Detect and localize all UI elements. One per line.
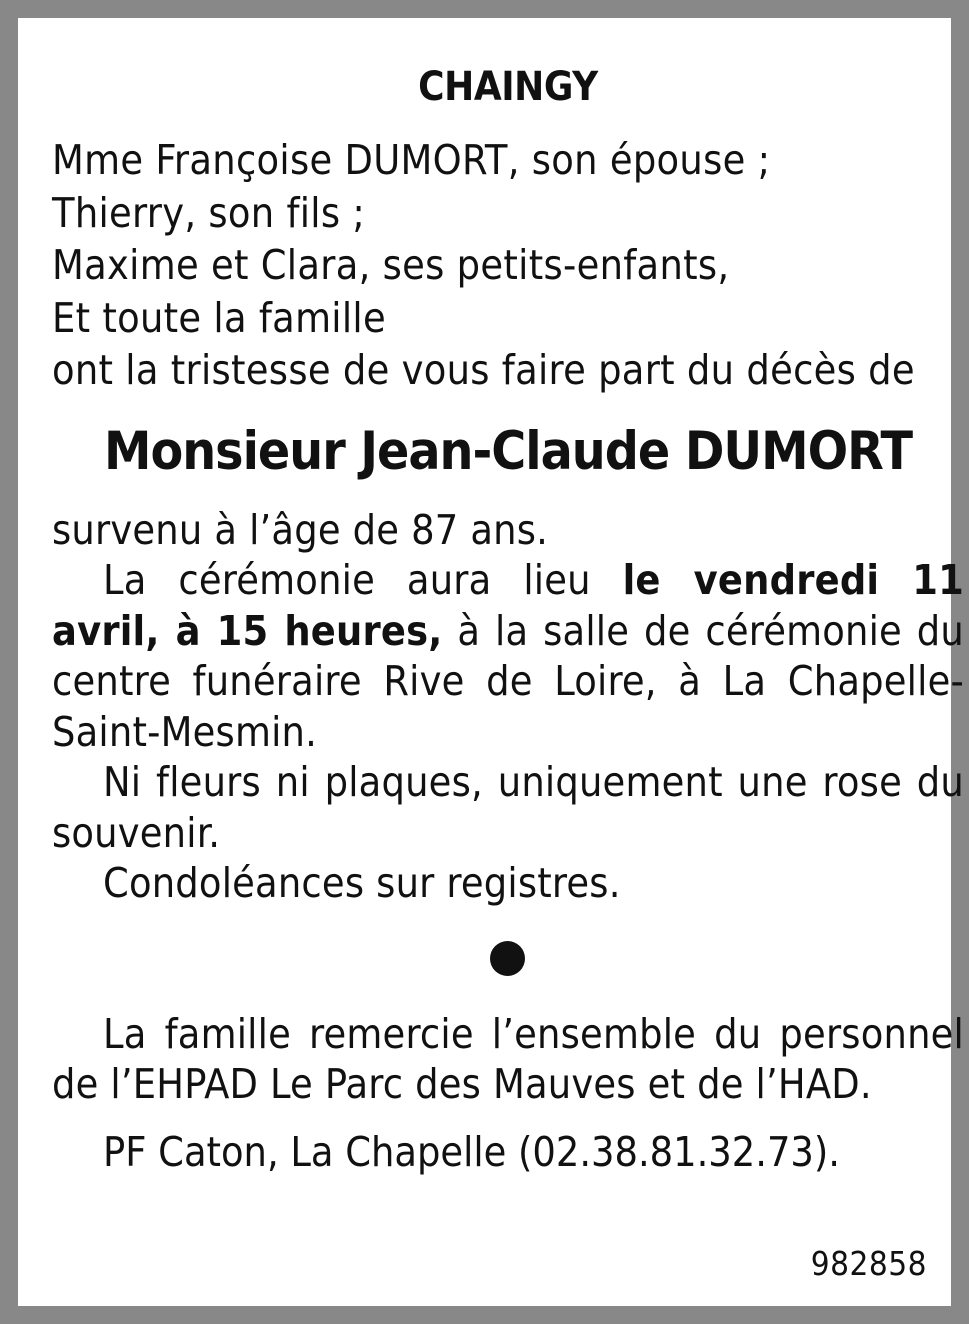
bullet-separator-icon — [490, 941, 525, 976]
age-line: survenu à l’âge de 87 ans. — [52, 505, 549, 554]
family-line-son: Thierry, son fils ; — [52, 188, 366, 237]
ceremony-location: à la salle de cérémonie du centre funéraire Rive de Loire, à La Chapelle-Saint-Mesmin. — [52, 606, 964, 756]
reference-number: 982858 — [810, 1244, 927, 1283]
family-line-spouse: Mme Françoise DUMORT, son épouse ; — [52, 136, 771, 184]
flowers-paragraph: Ni fleurs ni plaques, uniquement une rose du souvenir. — [52, 758, 964, 857]
funeral-home: PF Caton, La Chapelle (02.38.81.32.73). — [103, 1127, 840, 1176]
ceremony-date: le vendredi 11 avril, à 15 heures, — [52, 556, 964, 655]
notice-content — [52, 48, 964, 1178]
family-line-announcement: ont la tristesse de vous faire part du décès de — [52, 346, 915, 394]
condolences-paragraph: Condoléances sur registres. — [103, 859, 621, 907]
separator — [52, 909, 964, 1009]
notice-place: CHAINGY — [418, 64, 598, 110]
ceremony-intro: La cérémonie aura lieu — [103, 556, 623, 604]
family-list — [52, 134, 964, 397]
thanks-paragraph: La famille remercie l’ensemble du personnel de l’EHPAD Le Parc des Mauves et de l’HAD. — [52, 1009, 964, 1108]
family-line-family: Et toute la famille — [52, 293, 386, 342]
family-line-grandchildren: Maxime et Clara, ses petits-enfants, — [52, 241, 730, 289]
ceremony-paragraph — [52, 555, 964, 757]
deceased-name: Monsieur Jean-Claude DUMORT — [104, 420, 912, 482]
